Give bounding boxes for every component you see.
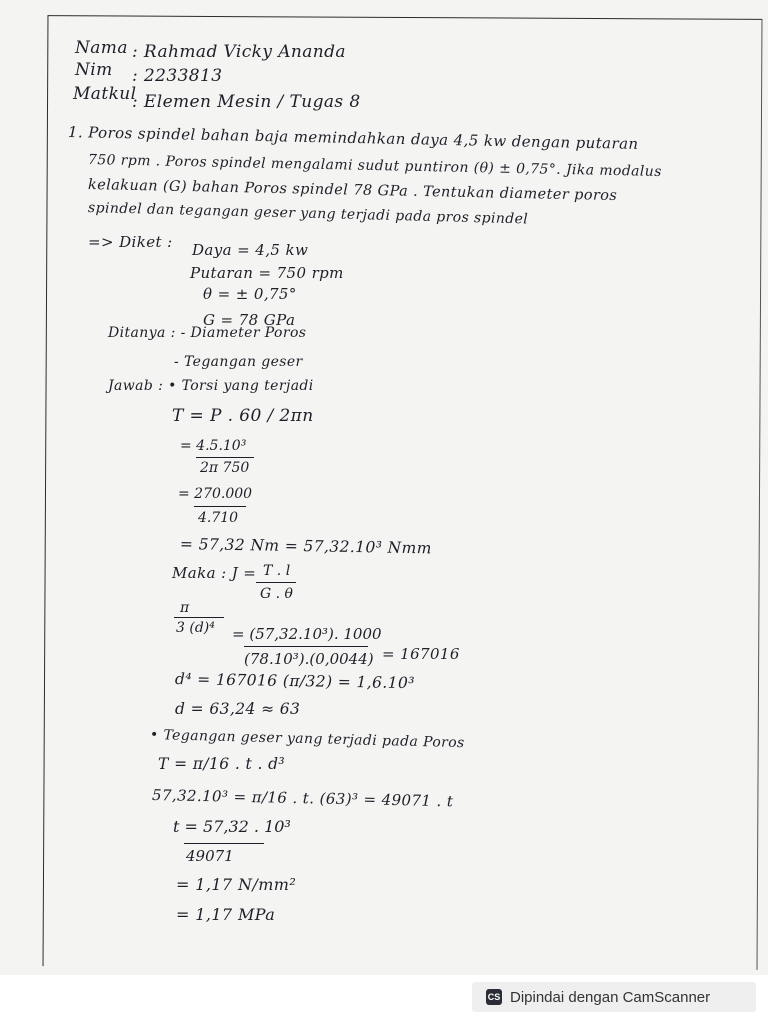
maka-label: Maka : J = <box>172 564 257 582</box>
eq-denominator: (78.10³).(0,0044) <box>244 650 374 668</box>
problem-line-3: kelakuan (G) bahan Poros spindel 78 GPa . Tentukan diameter poros <box>87 177 618 205</box>
diket-putaran: Putaran = 750 rpm <box>190 264 344 282</box>
camscanner-watermark <box>472 982 756 1012</box>
d-line: d = 63,24 ≈ 63 <box>175 700 301 718</box>
problem-line-1: 1. Poros spindel bahan baja memindahkan daya 4,5 kw dengan putaran <box>67 123 639 153</box>
nim-label: Nim <box>75 60 113 80</box>
camscanner-text: Dipindai dengan CamScanner <box>510 988 711 1006</box>
matkul-label: Matkul <box>73 84 137 104</box>
problem-line-4: spindel dan tegangan geser yang terjadi pada pros spindel <box>87 200 529 228</box>
nama-label: Nama <box>75 38 128 58</box>
frac1-denominator: 2π 750 <box>200 460 250 476</box>
pi-numerator: π <box>180 600 190 616</box>
shear-result-1: = 1,17 N/mm² <box>176 875 297 894</box>
eq-bar <box>244 646 368 647</box>
nama-value: : Rahmad Vicky Ananda <box>132 42 346 62</box>
ditanya-label: Ditanya : - Diameter Poros <box>108 325 307 341</box>
shear-t-bar <box>184 843 264 844</box>
frac2-bar <box>194 506 246 507</box>
j-bar <box>256 582 296 583</box>
torque-result: = 57,32 Nm = 57,32.10³ Nmm <box>179 535 432 558</box>
camscanner-logo-icon: CS <box>486 989 502 1005</box>
shear-t-numerator: t = 57,32 . 10³ <box>173 817 291 836</box>
frac1-numerator: = 4.5.10³ <box>180 438 247 454</box>
nim-value: : 2233813 <box>132 66 223 86</box>
frac2-numerator: = 270.000 <box>178 486 253 502</box>
eq-numerator: = (57,32.10³). 1000 <box>232 625 382 643</box>
pi-denominator: 3 (d)⁴ <box>176 620 215 636</box>
jawab-label: Jawab : • Torsi yang terjadi <box>108 378 314 394</box>
shear-label: • Tegangan geser yang terjadi pada Poros <box>149 727 465 752</box>
shear-result-2: = 1,17 MPa <box>176 905 276 924</box>
frac1-bar <box>196 457 254 458</box>
shear-t-denominator: 49071 <box>186 847 234 865</box>
matkul-value: : Elemen Mesin / Tugas 8 <box>132 92 361 112</box>
torque-formula: T = P . 60 / 2πn <box>172 406 314 426</box>
problem-line-2: 750 rpm . Poros spindel mengalami sudut puntiron (θ) ± 0,75°. Jika modalus <box>87 152 662 181</box>
pi-bar <box>174 617 224 618</box>
diket-g: G = 78 GPa <box>203 311 296 329</box>
diket-theta: θ = ± 0,75° <box>203 285 297 303</box>
ditanya-item-2: - Tegangan geser <box>174 354 303 370</box>
frac2-denominator: 4.710 <box>198 510 239 526</box>
j-denominator: G . θ <box>260 586 293 602</box>
shear-substitution: 57,32.10³ = π/16 . t. (63)³ = 49071 . t <box>151 786 454 811</box>
diket-label: => Diket : <box>88 233 173 251</box>
d4-line: d⁴ = 167016 (π/32) = 1,6.10³ <box>174 670 415 693</box>
diket-daya: Daya = 4,5 kw <box>192 241 309 259</box>
shear-formula: T = π/16 . t . d³ <box>158 755 286 773</box>
j-numerator: T . l <box>263 563 291 579</box>
eq-result: = 167016 <box>382 645 460 663</box>
